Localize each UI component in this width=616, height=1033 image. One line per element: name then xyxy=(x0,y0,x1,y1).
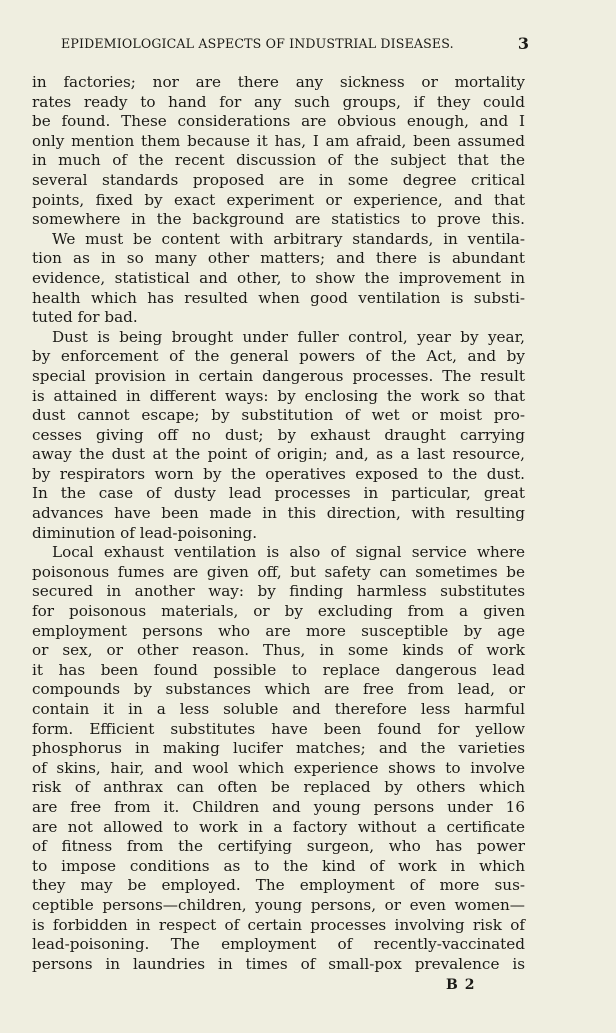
text-line: tion as in so many other matters; and there is abundant xyxy=(32,249,525,268)
text-line: special provision in certain dangerous processes. The result xyxy=(32,366,525,385)
text-line: or sex, or other reason. Thus, in some kinds of work xyxy=(32,641,525,660)
text-line: in factories; nor are there any sickness or mortality xyxy=(32,73,525,91)
text-line: phosphorus in making lucifer matches; and the varieties xyxy=(32,739,525,758)
text-line: compounds by substances which are free from lead, or xyxy=(32,680,525,699)
text-line: In the case of dusty lead processes in particular, great xyxy=(32,484,525,503)
text-line: risk of anthrax can often be replaced by others which xyxy=(32,778,525,797)
signature-mark: B 2 xyxy=(446,977,476,993)
text-line: of skins, hair, and wool which experience shows to involve xyxy=(32,758,525,777)
text-line: contain it in a less soluble and therefore less harmful xyxy=(32,700,525,718)
text-line: of fitness from the certifying surgeon, who has power xyxy=(32,837,525,856)
text-line: be found. These considerations are obvious enough, and I xyxy=(32,112,525,131)
text-line: diminution of lead-poisoning. xyxy=(32,523,258,542)
running-title: EPIDEMIOLOGICAL ASPECTS OF INDUSTRIAL DISEASES. xyxy=(61,36,454,51)
paragraph-1 xyxy=(32,73,525,230)
text-line: away the dust at the point of origin; and, as a last resource, xyxy=(32,445,525,464)
text-line: secured in another way: by finding harmless substitutes xyxy=(32,582,525,601)
text-line: is forbidden in respect of certain processes involving risk of xyxy=(32,915,525,934)
text-line: dust cannot escape; by substitution of wet or moist pro- xyxy=(32,406,525,425)
text-line: employment persons who are more susceptible by age xyxy=(32,621,525,640)
text-line: they may be employed. The employment of more sus- xyxy=(32,876,525,895)
text-line: to impose conditions as to the kind of work in which xyxy=(32,856,525,875)
text-line: lead-poisoning. The employment of recently-vaccinated xyxy=(32,935,525,954)
text-line: it has been found possible to replace dangerous lead xyxy=(32,660,525,679)
page-number: 3 xyxy=(517,34,529,53)
text-line: evidence, statistical and other, to show the improvement in xyxy=(32,268,525,287)
paragraph-2 xyxy=(32,230,525,328)
text-line: tuted for bad. xyxy=(32,308,138,327)
text-line: points, fixed by exact experiment or experience, and that xyxy=(32,190,525,209)
running-header xyxy=(61,36,529,56)
text-line: somewhere in the background are statistics to prove this. xyxy=(32,210,525,229)
text-line: are free from it. Children and young persons under 16 xyxy=(32,797,525,816)
text-line: several standards proposed are in some degree critical xyxy=(32,170,525,189)
text-line: poisonous fumes are given off, but safety can sometimes be xyxy=(32,562,525,581)
text-line: We must be content with arbitrary standards, in ventila- xyxy=(52,229,525,248)
text-line: for poisonous materials, or by excluding from a given xyxy=(32,602,525,621)
text-line: ceptible persons—children, young persons, or even women— xyxy=(32,895,525,914)
text-line: cesses giving off no dust; by exhaust draught carrying xyxy=(32,425,525,444)
text-line: by respirators worn by the operatives exposed to the dust. xyxy=(32,464,525,483)
paragraph-4 xyxy=(32,543,525,974)
text-line: are not allowed to work in a factory without a certificate xyxy=(32,817,525,836)
text-line: Local exhaust ventilation is also of signal service where xyxy=(52,543,525,562)
text-line: form. Efficient substitutes have been found for yellow xyxy=(32,719,525,738)
text-line: health which has resulted when good ventilation is substi- xyxy=(32,288,525,307)
paragraph-3 xyxy=(32,328,525,544)
text-line: is attained in different ways: by enclosing the work so that xyxy=(32,386,525,405)
text-line: Dust is being brought under fuller control, year by year, xyxy=(52,327,525,346)
text-line: only mention them because it has, I am afraid, been assumed xyxy=(32,131,525,150)
text-line: in much of the recent discussion of the subject that the xyxy=(32,151,525,170)
body-text xyxy=(32,73,525,974)
text-line: advances have been made in this direction, with resulting xyxy=(32,504,525,523)
text-line: persons in laundries in times of small-pox prevalence is xyxy=(32,954,525,973)
text-line: by enforcement of the general powers of the Act, and by xyxy=(32,347,525,366)
text-line: rates ready to hand for any such groups, if they could xyxy=(32,92,525,111)
